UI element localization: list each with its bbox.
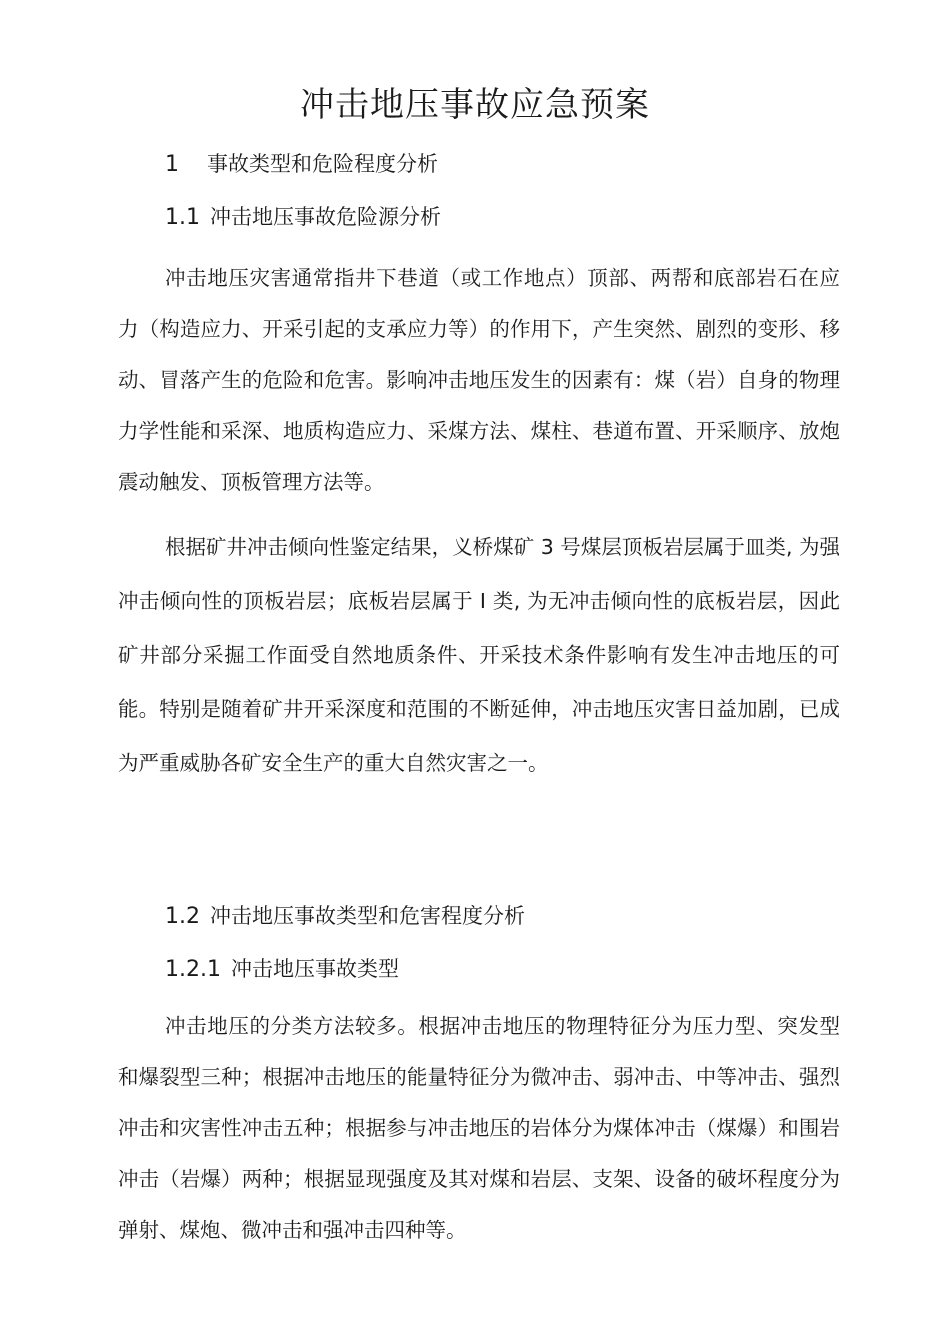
paragraph-classification: 冲击地压的分类方法较多。根据冲击地压的物理特征分为压力型、突发型和爆裂型三种；根据冲击地压的能量特征分为微冲击、弱冲击、中等冲击、强烈冲击和灾害性冲击五种；根据参与冲击地压的岩体分为煤体冲击（煤爆）和围岩冲击（岩爆）两种；根据显现强度及其对煤和岩层、支架、设备的破坏程度分为弹射、煤炮、微冲击和强冲击四种等。 (118, 1014, 840, 1242)
section-title: 冲击地压事故类型和危害程度分析 (210, 904, 525, 928)
section-heading-1-1 (165, 202, 441, 233)
section-number: 1 (165, 152, 179, 177)
section-number: 1.2.1 (165, 957, 221, 982)
document-title: 冲击地压事故应急预案 (300, 85, 650, 125)
section-number: 1.2 (165, 904, 200, 929)
paragraph-hazard-sources: 冲击地压灾害通常指井下巷道（或工作地点）顶部、两帮和底部岩石在应力（构造应力、开采引起的支承应力等）的作用下，产生突然、剧烈的变形、移动、冒落产生的危险和危害。影响冲击地压发生的因素有：煤（岩）自身的物理力学性能和采深、地质构造应力、采煤方法、煤柱、巷道布置、开采顺序、放炮震动触发、顶板管理方法等。 (118, 266, 840, 494)
section-heading-1-2-1 (165, 954, 399, 985)
section-title: 事故类型和危险程度分析 (207, 152, 438, 176)
section-heading-1-2 (165, 901, 525, 932)
section-title: 冲击地压事故类型 (230, 957, 399, 981)
section-heading-1 (165, 149, 438, 180)
section-number: 1.1 (165, 205, 200, 230)
paragraph-assessment-result: 根据矿井冲击倾向性鉴定结果，义桥煤矿 3 号煤层顶板岩层属于皿类, 为强冲击倾向性的顶板岩层；底板岩层属于 I 类, 为无冲击倾向性的底板岩层，因此矿井部分采掘工作面受自然地质条件、开采技术条件影响有发生冲击地压的可能。特别是随着矿井开采深度和范围的不断延伸，冲击地压灾害日益加剧，已成为严重威胁各矿安全生产的重大自然灾害之一。 (118, 535, 840, 775)
section-title: 冲击地压事故危险源分析 (210, 205, 441, 229)
